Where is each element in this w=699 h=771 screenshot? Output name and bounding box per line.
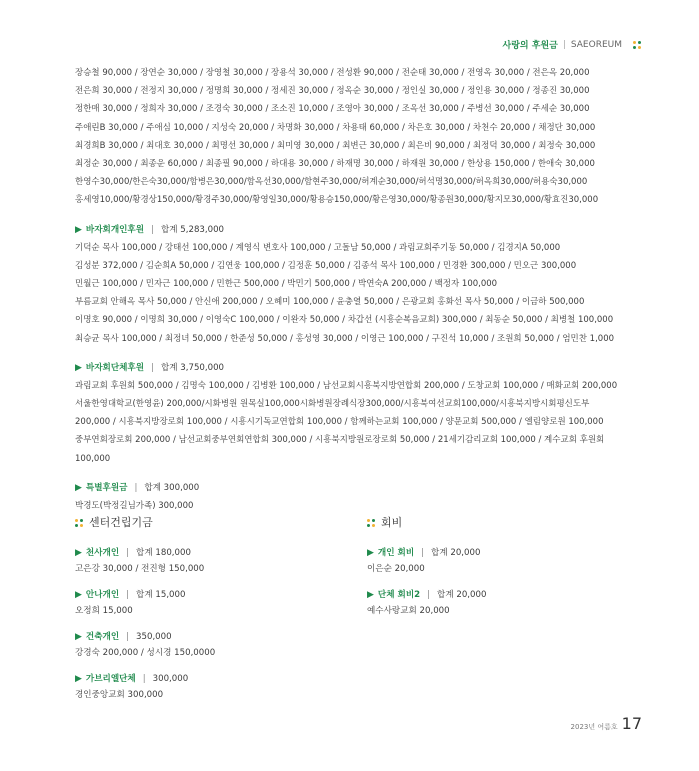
divider: |	[421, 548, 425, 558]
column-heading	[367, 515, 647, 531]
item-total: 합계 20,000	[431, 548, 481, 558]
section-heading	[75, 360, 643, 377]
item-heading	[367, 587, 647, 603]
donor-line: 이명호 90,000 / 이명희 30,000 / 이영숙C 100,000 / 이완자 50,000 / 차갑선 (시흥순복음교회) 300,000 / 최동순 50,000 / 최병철 100,000	[75, 315, 614, 326]
donor-line: 홍세영10,000/황경상150,000/황경주30,000/황영일30,000/황용승150,000/황은영30,000/황종원30,000/황지모30,000/황효진30,000	[75, 195, 599, 206]
item-label: 안나개인	[85, 590, 120, 600]
section-heading	[75, 480, 643, 497]
triangle-icon: ▶	[75, 482, 82, 493]
item-heading	[75, 671, 355, 687]
header-separator: |	[562, 39, 566, 50]
section-label: 특별후원금	[85, 482, 128, 493]
item-total: 350,000	[136, 632, 172, 642]
triangle-icon: ▶	[75, 632, 82, 642]
section-label: 바자회단체후원	[85, 362, 145, 373]
item-names: 오정희 15,000	[75, 606, 133, 616]
fund-item	[75, 671, 355, 703]
divider: |	[151, 362, 154, 373]
bazaar-individual-section	[75, 222, 643, 348]
special-donation-section	[75, 480, 643, 515]
page-footer	[571, 714, 642, 733]
item-heading	[75, 587, 355, 603]
membership-fee-column	[367, 515, 647, 629]
section-label: 바자회개인후원	[85, 224, 145, 235]
divider: |	[126, 548, 130, 558]
donor-line: 과림교회 후원회 500,000 / 김명숙 100,000 / 김병환 100,000 / 남선교회시흥북지방연합회 200,000 / 도창교회 100,000 / 매화교회 200,000	[75, 380, 618, 391]
section-title: 사랑의 후원금	[502, 41, 558, 51]
item-heading	[367, 545, 647, 561]
donor-line: 정한매 30,000 / 정희자 30,000 / 조경숙 30,000 / 조소진 10,000 / 조영아 30,000 / 조옥선 30,000 / 주병선 30,000 / 주세순 30,000	[75, 104, 590, 115]
donor-line: 기덕순 목사 100,000 / 강태선 100,000 / 계영식 변호사 100,000 / 고돌남 50,000 / 과림교회주기동 50,000 / 김경지A 50,000	[75, 242, 561, 253]
donor-line: 민월근 100,000 / 민자근 100,000 / 민한근 500,000 / 박민기 500,000 / 박연숙A 200,000 / 백정자 100,000	[75, 279, 498, 290]
item-total: 합계 180,000	[136, 548, 191, 558]
building-fund-column	[75, 515, 355, 713]
item-names: 고은강 30,000 / 전진형 150,000	[75, 564, 205, 574]
page-header	[503, 38, 641, 51]
triangle-icon: ▶	[75, 548, 82, 558]
section-total: 합계 3,750,000	[160, 362, 225, 373]
item-total: 합계 15,000	[136, 590, 186, 600]
donor-line: 한영수30,000/한은숙30,000/함병은30,000/함옥선30,000/함현주30,000/허계순30,000/허석명30,000/허옥희30,000/허용숙30,000	[75, 177, 588, 188]
item-heading	[75, 629, 355, 645]
fund-item	[75, 629, 355, 661]
fee-item	[367, 587, 647, 619]
donor-line: 주애린B 30,000 / 주애심 10,000 / 지성숙 20,000 / 차명화 30,000 / 차용태 60,000 / 차은호 30,000 / 차천수 20,000 / 채정단 30,000	[75, 122, 596, 133]
section-total: 합계 5,283,000	[160, 224, 225, 235]
item-names: 경인중앙교회 300,000	[75, 690, 164, 700]
donor-line: 전은희 30,000 / 전정지 30,000 / 정명희 30,000 / 정세진 30,000 / 정옥순 30,000 / 정인실 30,000 / 정인용 30,000 / 정종진 30,000	[75, 86, 590, 97]
divider: |	[126, 632, 130, 642]
item-total: 합계 20,000	[437, 590, 487, 600]
column-title: 회비	[381, 516, 403, 529]
fund-item	[75, 545, 355, 577]
triangle-icon: ▶	[367, 590, 374, 600]
item-heading	[75, 545, 355, 561]
divider: |	[142, 674, 146, 684]
item-label: 가브리엘단체	[85, 674, 136, 684]
donor-line: 중부연회장로회 200,000 / 남선교회중부연회연합회 300,000 / 시흥북지방원로장로회 50,000 / 21세기감리교회 100,000 / 계수교회 후원회	[75, 435, 605, 446]
divider: |	[134, 482, 138, 493]
donor-line: 최정순 30,000 / 최종운 60,000 / 최종필 90,000 / 하대용 30,000 / 하재명 30,000 / 하재원 30,000 / 한상용 150,000 / 한애숙 30,000	[75, 159, 595, 170]
item-names: 예수사랑교회 20,000	[367, 606, 450, 616]
donor-line: 장승철 90,000 / 장연순 30,000 / 장영철 30,000 / 장용석 30,000 / 전성환 90,000 / 전순태 30,000 / 전영옥 30,000 / 전은옥 20,000	[75, 68, 590, 78]
donor-line: 100,000	[75, 453, 111, 464]
brand-name: SAEOREUM	[570, 39, 622, 50]
triangle-icon: ▶	[75, 362, 82, 373]
divider: |	[126, 590, 130, 600]
donor-line: 200,000 / 시흥북지방장로회 100,000 / 시흥시기독교연합회 100,000 / 함께하는교회 100,000 / 양문교회 500,000 / 엘림양로원 100,000	[75, 417, 604, 428]
triangle-icon: ▶	[75, 590, 82, 600]
divider: |	[427, 590, 431, 600]
dots-icon	[367, 519, 375, 527]
item-label: 단체 회비2	[377, 590, 421, 600]
column-heading	[75, 515, 355, 531]
item-names: 강경숙 200,000 / 성시경 150,0000	[75, 648, 216, 658]
issue-label: 2023년 여름호	[570, 723, 618, 731]
donor-line: 최승균 목사 100,000 / 최정녀 50,000 / 한준성 50,000 / 홍성영 30,000 / 이영근 100,000 / 구진석 10,000 / 조원희 50,000 / 엄민찬 1,000	[75, 333, 615, 344]
item-label: 개인 회비	[377, 548, 415, 558]
bazaar-group-section	[75, 360, 643, 468]
section-heading	[75, 222, 643, 239]
item-total: 300,000	[152, 674, 189, 684]
section-total: 합계 300,000	[144, 482, 200, 493]
triangle-icon: ▶	[367, 548, 374, 558]
page-number: 17	[621, 714, 642, 733]
divider: |	[151, 224, 154, 235]
item-label: 천사개인	[85, 548, 120, 558]
column-title: 센터건립기금	[89, 516, 153, 529]
fund-item	[75, 587, 355, 619]
dots-icon	[75, 519, 83, 527]
item-label: 건축개인	[85, 632, 120, 642]
donor-line: 부름교회 안해옥 목사 50,000 / 안신애 200,000 / 오혜미 100,000 / 윤충열 50,000 / 은광교회 홍화선 목사 50,000 / 이금하 500,000	[75, 297, 585, 308]
donor-line: 최경희B 30,000 / 최대호 30,000 / 최명선 30,000 / 최미영 30,000 / 최변근 30,000 / 최은비 90,000 / 최정덕 30,000 / 최정숙 30,000	[75, 140, 596, 151]
dots-icon	[633, 41, 641, 49]
triangle-icon: ▶	[75, 674, 82, 684]
donor-line: 김성분 372,000 / 김순희A 50,000 / 김연웅 100,000 / 김정훈 50,000 / 김종석 목사 100,000 / 민경환 300,000 / 민오근 300,000	[75, 260, 577, 271]
fee-item	[367, 545, 647, 577]
donor-line: 박경도(박정길님가족) 300,000	[75, 500, 194, 511]
triangle-icon: ▶	[75, 224, 82, 235]
item-names: 이은순 20,000	[367, 564, 425, 574]
donor-list	[75, 64, 643, 515]
intro-list	[75, 64, 643, 210]
donor-line: 서울한영대학교(한영윤) 200,000/시화병원 원목실100,000시화병원장례식장300,000/시흥북여선교회100,000/시흥북지방시회평신도부	[75, 399, 590, 410]
